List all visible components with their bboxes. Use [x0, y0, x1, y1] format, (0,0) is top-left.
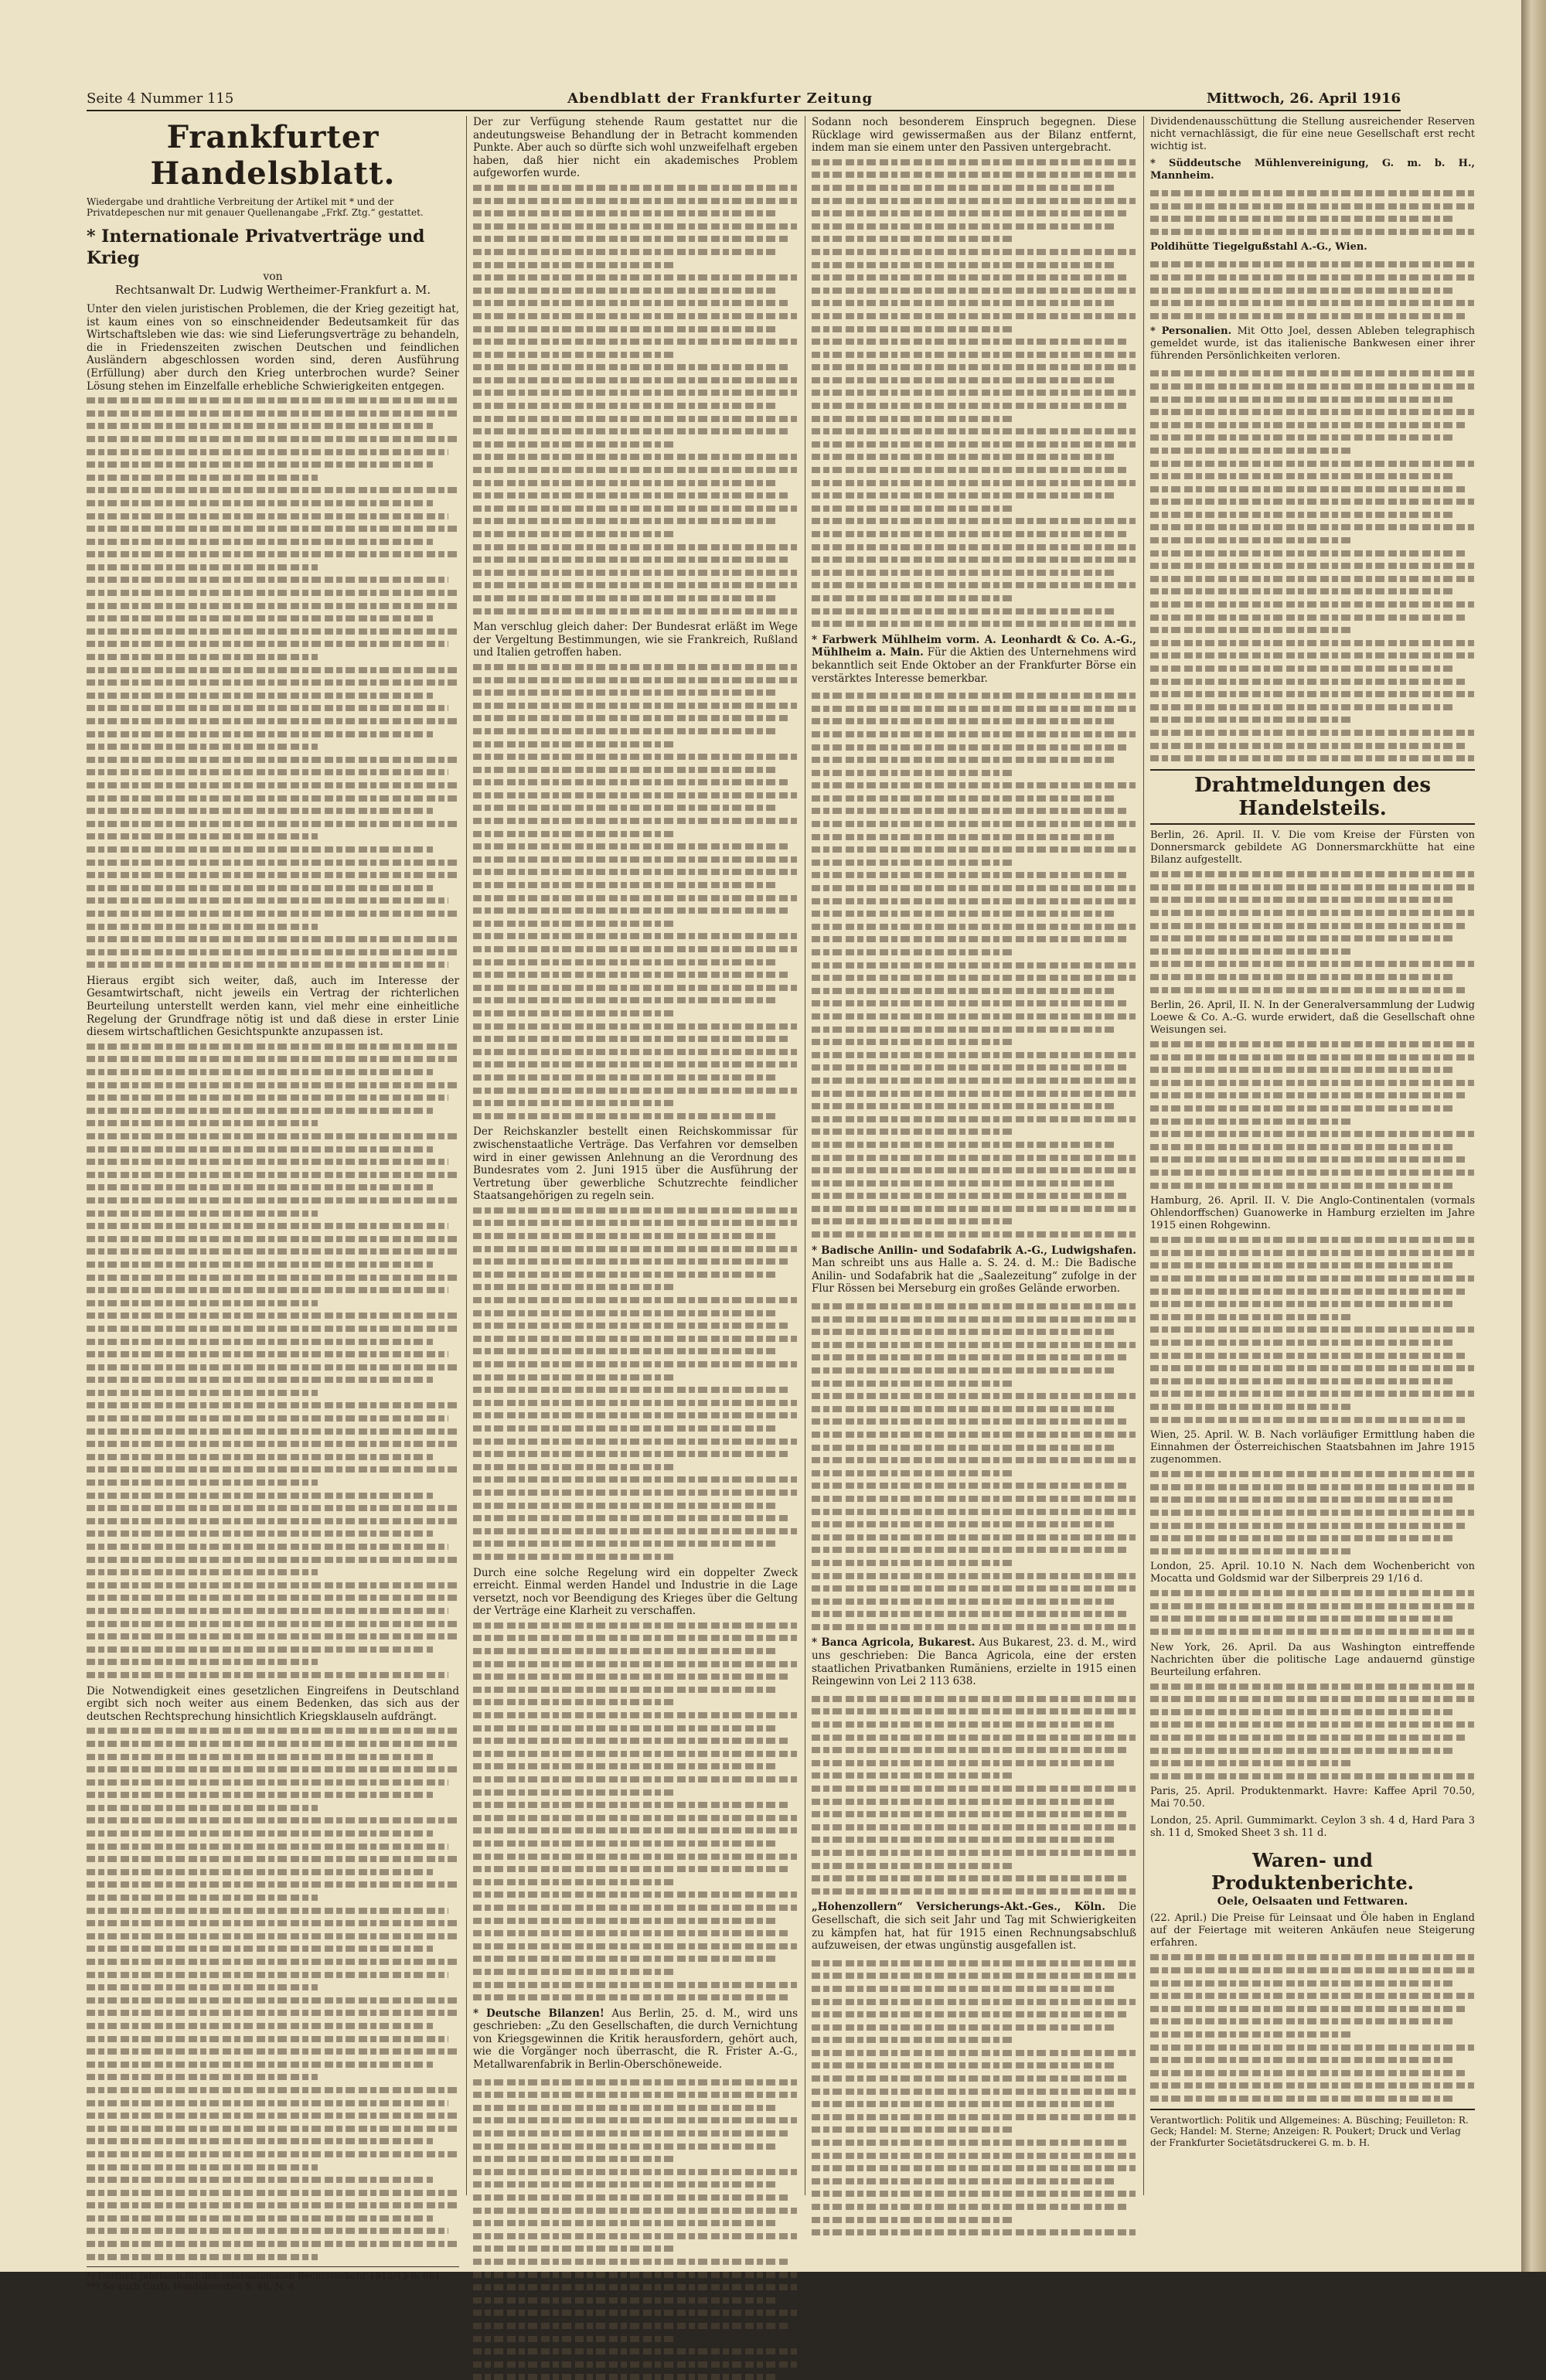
telegram-item: Paris, 25. April. Produktenmarkt. Havre: Kaffee April 70.50, Mai 70.50. [1150, 1786, 1475, 1810]
telegram-item: London, 25. April. 10.10 N. Nach dem Wochenbericht von Mocatta und Goldsmid war der Silberpreis 29 1/16 d. [1150, 1561, 1475, 1585]
news-item-text: Aus Bukarest, 23. d. M., wird uns geschrieben: Die Banca Agricola, eine der ersten staatlichen Privatbanken Rumäniens, erzielte in 1915 einen Reingewinn von Lei 2 113 638. [812, 1636, 1136, 1688]
news-item [812, 634, 1136, 685]
issue-date: Mittwoch, 26. April 1916 [1206, 90, 1401, 107]
news-item-text: Mit Otto Joel, dessen Ableben telegraphisch gemeldet wurde, ist das italienische Bankwesen einer ihrer führenden Persönlichkeiten verloren. [1150, 325, 1475, 363]
telegram-item: Wien, 25. April. W. B. Nach vorläufiger Ermittlung haben die Einnahmen der Österreichischen Staatsbahnen im Jahre 1915 zugenommen. [1150, 1429, 1475, 1466]
news-item-title: * Banca Agricola, Bukarest. [812, 1636, 976, 1650]
news-item-text: Für die Aktien des Unternehmens wird bekanntlich seit Ende Oktober an der Frankfurter Börse ein verstärktes Interesse bemerkbar. [812, 646, 1137, 685]
column-3 [812, 116, 1136, 2195]
news-item [812, 1901, 1136, 1952]
page-number-label: Seite 4 Nummer 115 [87, 90, 234, 107]
section-masthead: Frankfurter Handelsblatt. [150, 119, 396, 192]
article-body-text [1150, 370, 1475, 761]
article-paragraph: Der zur Verfügung stehende Raum gestattet nur die andeutungsweise Behandlung der in Betracht kommenden Punkte. Aber auch so dürfte sich wohl unzweifelhaft ergeben haben, daß hier nicht ein akademisches Problem aufgeworfen wurde. [473, 116, 798, 180]
page-header [87, 80, 1401, 111]
article-body-text [1150, 190, 1475, 235]
column-4 [1150, 116, 1475, 2195]
article-body-text [1150, 1684, 1475, 1779]
news-item [1150, 325, 1475, 363]
article-body-text [1150, 871, 1475, 993]
article-body-text [87, 1728, 459, 2259]
article-paragraph: Sodann noch besonderem Einspruch begegnen. Diese Rücklage wird gewissermaßen aus der Bilanz entfernt, indem man sie einem unter den Passiven untergebracht. [812, 116, 1136, 155]
article-body-text [812, 693, 1136, 1238]
article-paragraph: Unter den vielen juristischen Problemen, die der Krieg gezeitigt hat, ist kaum eines von so einschneidender Bedeutsamkeit für das Wirtschaftsleben wie das: wie sind Lieferungsverträge zu behandeln, die in Friedenszeiten zwischen Deutschen und feindlichen Ausländern abgeschlossen worden sind, deren Ausführung (Erfüllung) aber durch den Krieg unterbrochen wurde? Seiner Lösung stehen im Einzelfalle erhebliche Schwierigkeiten entgegen. [87, 303, 459, 393]
article-body-text [812, 159, 1136, 627]
news-item-title: * Badische Anilin- und Sodafabrik A.-G., Ludwigshafen. [812, 1244, 1136, 1257]
article-paragraph: Durch eine solche Regelung wird ein doppelter Zweck erreicht. Einmal werden Handel und Industrie in die Lage versetzt, noch vor Beendigung des Krieges über die Geltung der Verträge eine Klarheit zu verschaffen. [473, 1566, 798, 1618]
news-item-text: Man schreibt uns aus Halle a. S. 24. d. M.: Die Badische Anilin- und Sodafabrik hat die „Saalezeitung“ zufolge in der Flur Rössen bei Merseburg ein großes Gelände erworben. [812, 1257, 1136, 1296]
news-item-title: Poldihütte Tiegelgußstahl A.-G., Wien. [1150, 241, 1367, 254]
column-2 [473, 116, 798, 2195]
news-item [812, 1244, 1136, 1296]
article-von: von [263, 271, 283, 283]
article-body-text [1150, 261, 1475, 318]
telegram-item: New York, 26. April. Da aus Washington eintreffende Nachrichten über die politische Lage andauernd günstige Beurteilung erfahren. [1150, 1641, 1475, 1678]
article-body-text [473, 185, 798, 615]
section-subheading: Oele, Oelsaaten und Fettwaren. [1217, 1895, 1408, 1908]
imprint: Verantwortlich: Politik und Allgemeines: A. Büsching; Feuilleton: R. Geck; Handel: M. Sterne; Anzeigen: R. Poukert; Druck und Verlag der Frankfurter Societätsdruckerei G. m. b. H. [1150, 2109, 1475, 2149]
footnotes [87, 2266, 459, 2292]
article-paragraph: Dividendenausschüttung die Stellung ausreichender Reserven nicht vernachlässigt, die für eine neue Gesellschaft erst recht wichtig ist. [1150, 116, 1475, 152]
telegram-item: Hamburg, 26. April. II. V. Die Anglo-Continentalen (vormals Ohlendorffschen) Guanowerke in Hamburg erzielten im Jahre 1915 einen Rohgewinn. [1150, 1195, 1475, 1232]
article-body-text [1150, 1041, 1475, 1189]
article-title: * Internationale Privatverträge und Krieg [87, 226, 425, 268]
book-binding-edge [1521, 0, 1546, 2272]
article-paragraph: Der Reichskanzler bestellt einen Reichskommissar für zwischenstaatliche Verträge. Das Verfahren vor demselben wird in einer gewissen Anlehnung an die Verordnung des Bundesrates vom 2. Juni 1915 über die Ausführung der Vertretung über gewerbliche Schutzrechte feindlicher Staatsangehörigen zu regeln sein. [473, 1125, 798, 1203]
news-item [473, 2007, 798, 2072]
market-report: (22. April.) Die Preise für Leinsaat und Öle haben in England auf der Feiertage mit weiteren Ankäufen neue Steigerung erfahren. [1150, 1912, 1475, 1949]
newspaper-name: Abendblatt der Frankfurter Zeitung [567, 90, 873, 107]
article-body-text [812, 1696, 1136, 1895]
telegram-item: Berlin, 26. April, II. N. In der Generalversammlung der Ludwig Loewe & Co. A.-G. wurde erwidert, daß die Gesellschaft ohne Weisungen sei. [1150, 999, 1475, 1037]
news-item-title: „Hohenzollern“ Versicherungs-Akt.-Ges., Köln. [812, 1901, 1105, 1914]
article-body-text [87, 397, 459, 968]
telegram-item: London, 25. April. Gummimarkt. Ceylon 3 sh. 4 d, Hard Para 3 sh. 11 d, Smoked Sheet 3 sh. 11 d. [1150, 1815, 1475, 1840]
article-body-text [1150, 1954, 1475, 2102]
news-item-title: * Personalien. [1150, 325, 1232, 338]
article-body-text [87, 1044, 459, 1678]
article-body-text [1150, 1237, 1475, 1422]
article-paragraph: Man verschlug gleich daher: Der Bundesrat erläßt im Wege der Vergeltung Bestimmungen, wie sie Frankreich, Rußland und Italien getroffen haben. [473, 621, 798, 659]
news-item-text: Die Gesellschaft, die sich seit Jahr und Tag mit Schwierigkeiten zu kämpfen hat, hat für 1915 einen Rechnungsabschluß aufzuweisen, der etwas ungünstig ausgefallen ist. [812, 1901, 1136, 1953]
section-heading: Drahtmeldungen des Handelsteils. [1150, 769, 1475, 825]
column-1 [87, 116, 459, 2293]
article-body-text [473, 2079, 798, 2380]
article-paragraph: Hieraus ergibt sich weiter, daß, auch im Interesse der Gesamtwirtschaft, nicht jeweils ein Vertrag der richterlichen Beurteilung unterstellt werden kann, viel mehr eine einheitliche Regelung der Grundfrage nötig ist und daß diese in erster Linie diesem wirtschaftlichen Gesichtspunkte anzupassen ist. [87, 974, 459, 1039]
article-author: Rechtsanwalt Dr. Ludwig Wertheimer-Frankfurt a. M. [114, 283, 431, 297]
news-item [1150, 158, 1475, 182]
column-rule [466, 116, 467, 2195]
article-body-text [473, 1622, 798, 2000]
copyright-notice: Wiedergabe und drahtliche Verbreitung der Artikel mit * und der Privatdepeschen nur mit genauer Quellenangabe „Frkf. Ztg.“ gestattet. [87, 196, 424, 218]
article-body-text [473, 664, 798, 1119]
section-heading: Waren- und Produktenberichte. [1211, 1849, 1414, 1895]
article-body-text [812, 1960, 1136, 2235]
news-item-title: * Farbwerk Mühlheim vorm. A. Leonhardt & Co. A.-G., Mühlheim a. Main. [812, 633, 1136, 659]
article-body-text [812, 1303, 1136, 1630]
news-item-text: Aus Berlin, 25. d. M., wird uns geschrieben: „Zu den Gesellschaften, die durch Vernichtung von Kriegsgewinnen die Kritik herausfordern, gehört auch, wie die Vorgänger noch überrascht, die R. Frister A.-G., Metallwarenfabrik in Berlin-Oberschöneweide. [473, 2007, 798, 2072]
footnote: *) Dorfner, Jahrbuch für den internationalen Rechtsverkehr 1912/13 S. 661. [87, 2270, 444, 2282]
column-rule [1143, 116, 1144, 2195]
footnote: **) So auch Curti, Handelsverbot S. 46, N. 4. [87, 2281, 298, 2293]
telegram-item: Berlin, 26. April. II. V. Die vom Kreise der Fürsten von Donnersmarck gebildete AG Donnersmarckhütte hat eine Bilanz aufgestellt. [1150, 829, 1475, 867]
article-body-text [473, 1207, 798, 1560]
news-item-title: * Deutsche Bilanzen! [473, 2007, 604, 2020]
article-body-text [1150, 1471, 1475, 1554]
article-body-text [1150, 1590, 1475, 1635]
article-paragraph: Die Notwendigkeit eines gesetzlichen Eingreifens in Deutschland ergibt sich noch weiter aus einem Bedenken, das sich aus der deutschen Rechtsprechung hinsichtlich Kriegsklauseln aufdrängt. [87, 1684, 459, 1723]
news-item-title: * Süddeutsche Mühlenvereinigung, G. m. b. H., Mannheim. [1150, 158, 1475, 182]
news-item [812, 1636, 1136, 1687]
news-item [1150, 241, 1475, 254]
